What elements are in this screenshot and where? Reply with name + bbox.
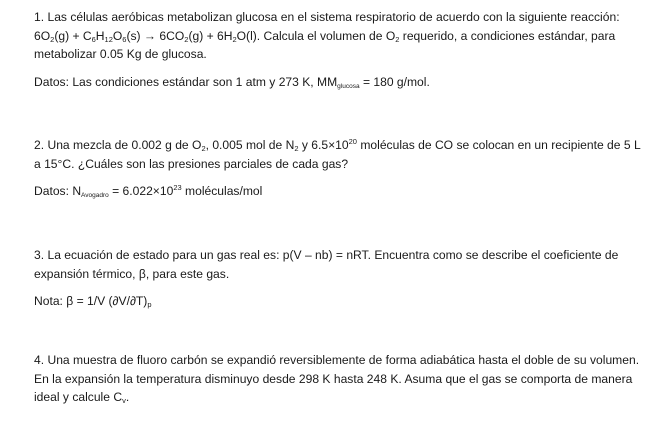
problem-number: 4. <box>34 353 45 367</box>
problem-4-statement: 4. Una muestra de fluoro carbón se expandió reversiblemente de forma adiabática hasta el doble de su volumen. En la expansión la temperatura disminuyo desde 298 K hasta 248 K. Asuma que el gas se comporta de manera ideal y calcule $C_v$. <box>34 353 640 406</box>
problem-3-statement: 3. La ecuación de estado para un gas real es: p(V – nb) = nRT. Encuentra como se describe el coeficiente de expansión térmico, β, para este gas. <box>34 248 619 281</box>
problem-2-statement: 2. Una mezcla de 0.002 g de $O_2$, 0.005 mol de $N_2$ y $6.5\times 10^{20}$ moléculas de CO se colocan en un recipiente de 5 L a 15°C. ¿Cuáles son las presiones parciales de cada gas? <box>34 137 641 171</box>
problem-number: 3. <box>34 248 45 262</box>
problem-2-data: Datos: $N_{Avogadro} = 6.022\times 10^{23}$ moléculas/mol <box>34 183 263 200</box>
problem-2 <box>34 136 646 201</box>
problem-1-statement: 1. Las células aeróbicas metabolizan glucosa en el sistema respiratorio de acuerdo con la siguiente reacción: $6O_2(g) + C_6H_{12}O_6(s) \to 6CO_2(g) + 6H_2O(l)$. Calcula el volumen de $O_2$ requerido, a condiciones estándar, para metabolizar 0.05 Kg de glucosa. <box>34 10 620 62</box>
problem-3 <box>34 246 646 311</box>
problem-3-note: Nota: β = 1/V $(\partial V/\partial T)_p$ <box>34 294 152 310</box>
problem-1 <box>34 8 646 91</box>
problem-number: 1. <box>34 10 45 24</box>
problem-4 <box>34 351 646 407</box>
problem-number: 2. <box>34 138 45 152</box>
problem-1-data: Datos: Las condiciones estándar son 1 atm y 273 K, $MM_{glucosa} = 180$ g/mol. <box>34 74 430 90</box>
